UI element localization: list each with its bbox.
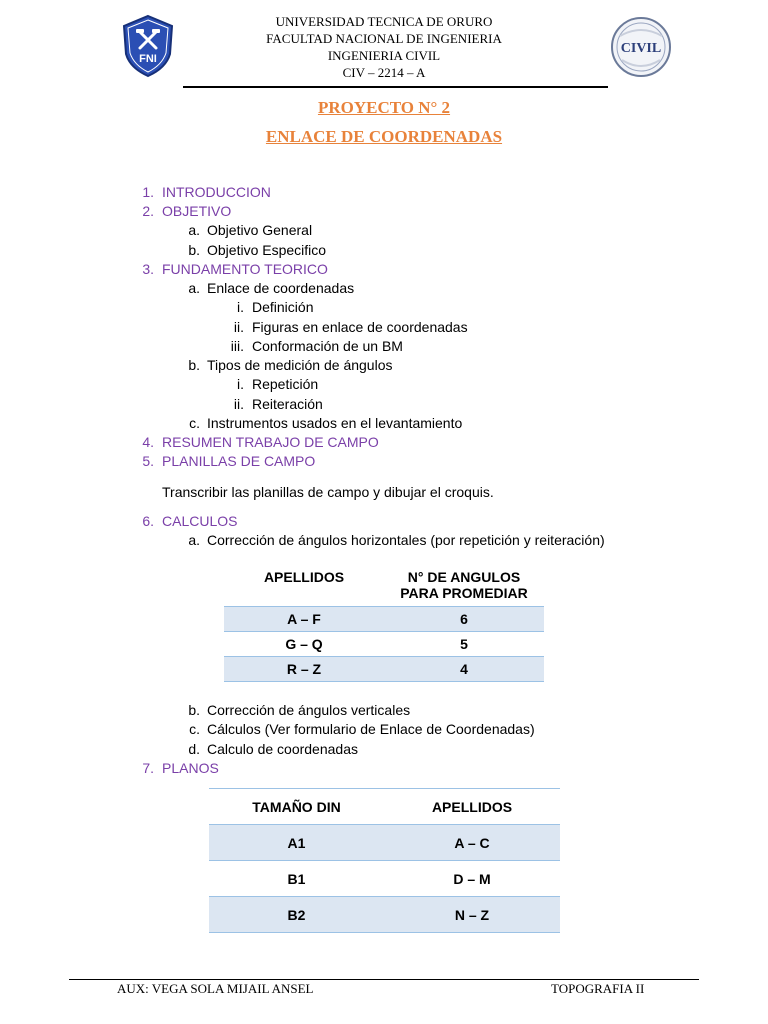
header-faculty: FACULTAD NACIONAL DE INGENIERIA (266, 31, 502, 46)
outline-item-6c: c. Cálculos (Ver formulario de Enlace de Coordenadas) (189, 721, 535, 737)
outline-item-2: 2. OBJETIVO (142, 203, 232, 219)
table-row: R – Z 4 (224, 656, 544, 681)
header-divider (183, 86, 608, 88)
outline-item-3a-ii: ii. Figuras en enlace de coordenadas (233, 319, 468, 335)
outline-item-7: 7. PLANOS (142, 760, 219, 776)
planillas-paragraph: Transcribir las planillas de campo y dibujar el croquis. (162, 484, 494, 500)
header-university: UNIVERSIDAD TECNICA DE ORURO (275, 14, 493, 29)
outline-item-2b: b. Objetivo Especifico (188, 242, 327, 258)
table-row: A1 A – C (209, 825, 560, 861)
angles-header-apellidos: APELLIDOS (224, 569, 384, 606)
planos-table (209, 788, 560, 933)
outline-item-3a: a. Enlace de coordenadas (188, 280, 355, 296)
angles-header-count: N° DE ANGULOS PARA PROMEDIAR (384, 569, 544, 606)
outline-item-3b-i: i. Repetición (237, 376, 319, 392)
outline-item-6b: b. Corrección de ángulos verticales (188, 702, 411, 718)
outline-item-3: 3. FUNDAMENTO TEORICO (142, 261, 328, 277)
project-subtitle: ENLACE DE COORDENADAS (265, 127, 503, 146)
outline-item-3b: b. Tipos de medición de ángulos (188, 357, 393, 373)
footer-author: AUX: VEGA SOLA MIJAIL ANSEL (117, 981, 314, 996)
planos-table-header (209, 789, 560, 825)
header-career: INGENIERIA CIVIL (327, 48, 441, 63)
table-row: G – Q 5 (224, 631, 544, 656)
project-title: PROYECTO N° 2 (317, 98, 451, 117)
angles-table (224, 569, 544, 682)
outline-item-3a-i: i. Definición (237, 299, 314, 315)
header-course-code: CIV – 2214 – A (342, 65, 426, 80)
outline-item-5: 5. PLANILLAS DE CAMPO (142, 453, 316, 469)
outline-item-2a: a. Objetivo General (188, 222, 313, 238)
table-row: B1 D – M (209, 861, 560, 897)
outline-item-3c: c. Instrumentos usados en el levantamiento (189, 415, 463, 431)
outline-item-4: 4. RESUMEN TRABAJO DE CAMPO (142, 434, 379, 450)
fni-logo-text: FNI (139, 53, 157, 65)
planos-header-apellidos: APELLIDOS (384, 789, 560, 825)
outline-item-3b-ii: ii. Reiteración (233, 396, 323, 412)
footer-divider (69, 979, 699, 980)
fni-shield-logo (120, 14, 176, 78)
outline-item-6a: a. Corrección de ángulos horizontales (por repetición y reiteración) (188, 532, 605, 548)
planos-header-size: TAMAÑO DIN (209, 789, 384, 825)
civil-logo-text: CIVIL (620, 41, 662, 56)
angles-table-header (224, 569, 544, 606)
table-row: B2 N – Z (209, 897, 560, 933)
table-row: A – F 6 (224, 606, 544, 631)
outline-item-1: 1. INTRODUCCION (142, 184, 271, 200)
outline-item-6: 6. CALCULOS (142, 513, 238, 529)
footer-course: TOPOGRAFIA II (551, 981, 645, 996)
outline-item-6d: d. Calculo de coordenadas (188, 741, 358, 757)
civil-seal-logo (610, 16, 672, 78)
outline-item-3a-iii: iii. Conformación de un BM (230, 338, 403, 354)
